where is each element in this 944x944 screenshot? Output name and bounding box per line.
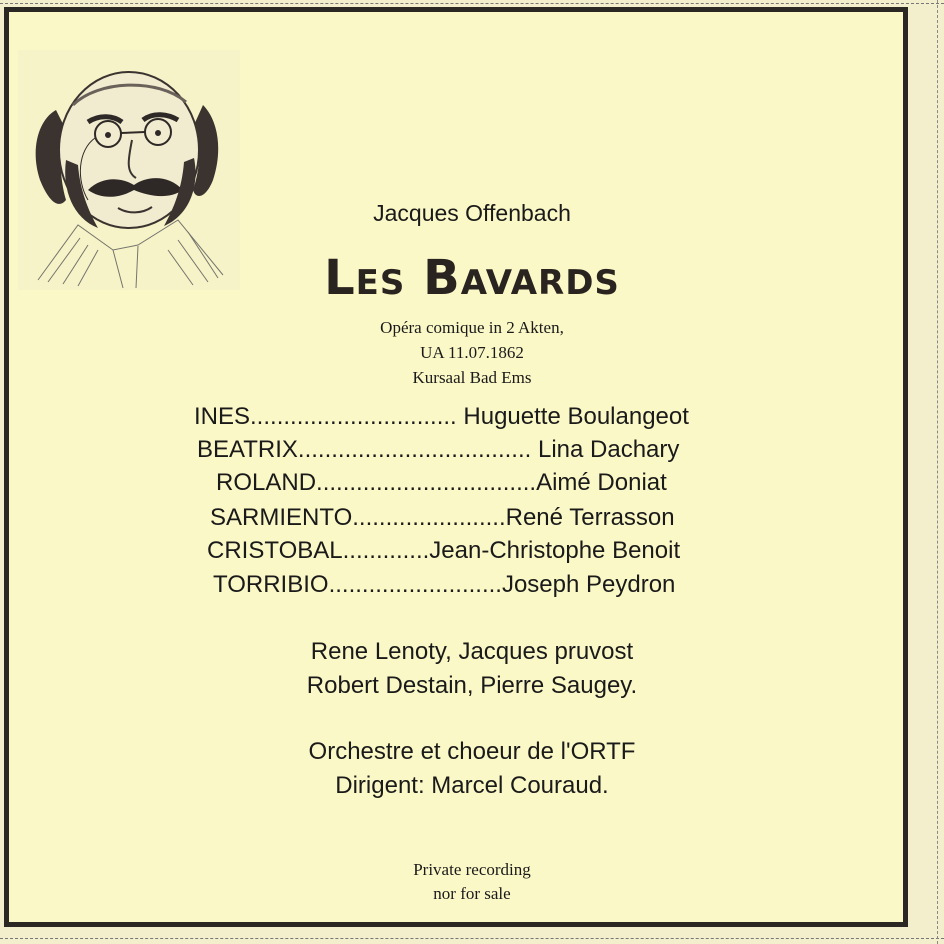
cast-row [194,403,689,431]
composer-name: Jacques Offenbach [373,200,571,226]
cast-role: SARMIENTO [210,504,353,531]
orchestra-name: Orchestre et choeur de l'ORTF [308,738,636,765]
cast-role: TORRIBIO [213,571,329,598]
cast-role: CRISTOBAL [207,537,343,564]
cast-dots: ................................... [297,436,532,463]
cast-role: INES [194,403,251,430]
other-singers-line2: Robert Destain, Pierre Saugey. [306,672,638,699]
cast-row [210,504,675,532]
cast-dots: ................................. [316,469,537,496]
cast-row [207,537,680,565]
conductor: Dirigent: Marcel Couraud. [335,772,609,799]
cut-line-top [0,3,944,4]
cast-singer: Joseph Peydron [501,571,676,598]
cast-row [213,571,675,599]
cast-row [197,436,679,464]
footer-line2: nor for sale [433,884,511,903]
cast-dots: ............................... [250,403,457,430]
footer-line1: Private recording [413,860,531,879]
cast-role: BEATRIX [197,436,298,463]
subtitle-venue: Kursaal Bad Ems [412,368,532,387]
subtitle-premiere: UA 11.07.1862 [420,343,524,362]
cast-row [216,469,667,497]
cast-singer: Aimé Doniat [536,469,667,496]
subtitle-genre: Opéra comique in 2 Akten, [380,318,564,337]
other-singers-line1: Rene Lenoty, Jacques pruvost [310,638,634,665]
cast-singer: Lina Dachary [537,436,680,463]
cast-dots: ....................... [352,504,506,531]
cast-singer: Huguette Boulangeot [463,403,689,430]
cast-dots: .......................... [328,571,502,598]
cast-singer: Jean-Christophe Benoit [429,537,681,564]
cut-line-bottom [0,938,944,939]
opera-title: Les Bavards [324,250,620,306]
cast-singer: René Terrasson [505,504,675,531]
cast-role: ROLAND [216,469,317,496]
cut-line-right [937,0,938,944]
cast-dots: ............. [342,537,430,564]
